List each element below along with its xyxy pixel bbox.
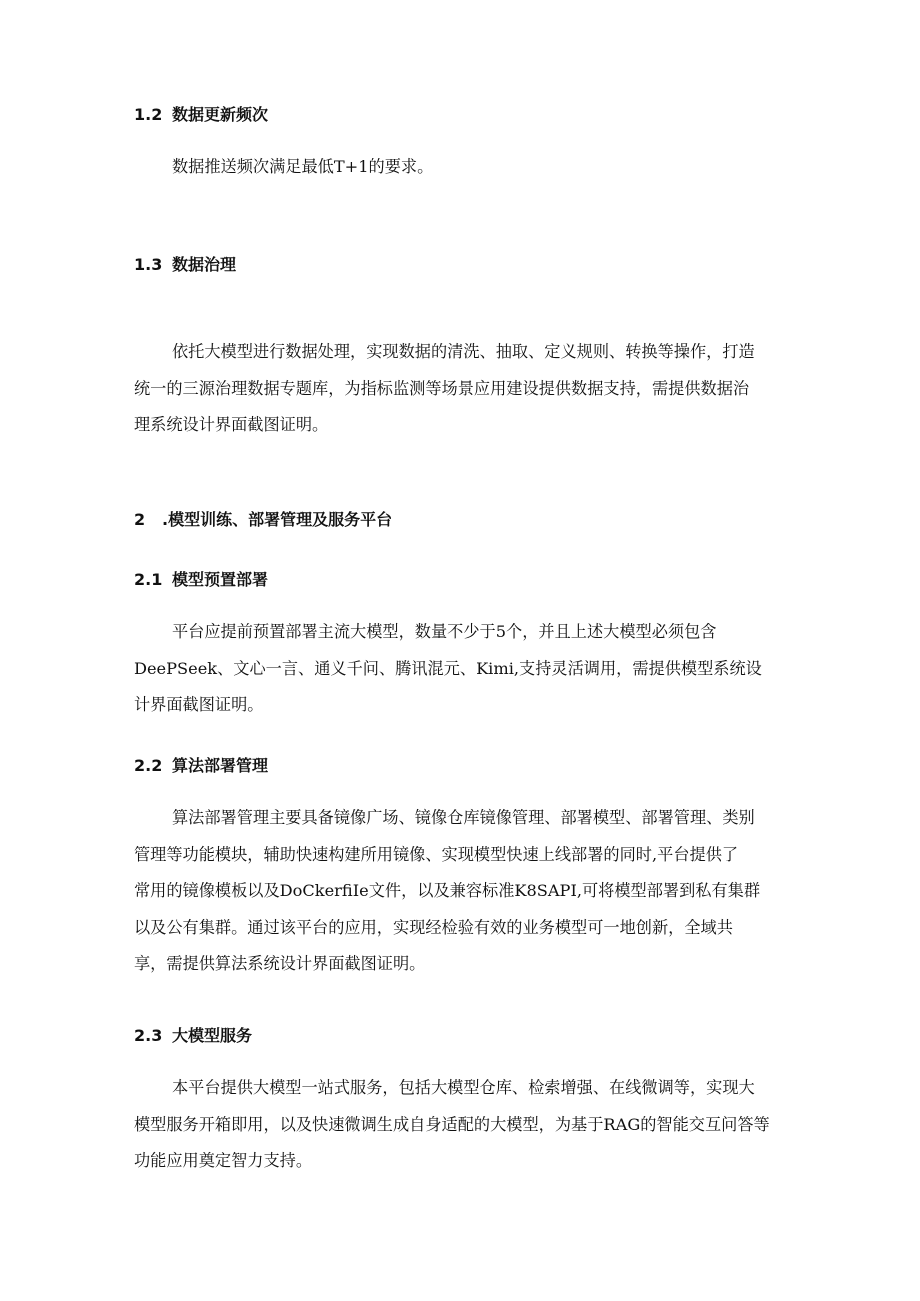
paragraph-line: 功能应用奠定智力支持。 — [134, 1151, 313, 1170]
section-title: 数据更新频次 — [172, 105, 269, 124]
section-heading-2-3 — [134, 1026, 252, 1046]
section-number: 1.2 — [134, 105, 163, 124]
section-title: 模型预置部署 — [172, 570, 269, 589]
section-title: .模型训练、部署管理及服务平台 — [162, 510, 393, 529]
section-number: 2 — [134, 510, 146, 529]
paragraph-line: DeePSeek、文心一言、通义千问、腾讯混元、Kimi,支持灵活调用，需提供模型系统设 — [134, 658, 762, 678]
section-paragraph-2-3 — [134, 1070, 794, 1180]
section-title: 大模型服务 — [172, 1026, 253, 1045]
section-heading-1-2 — [134, 105, 268, 125]
section-heading-2-2 — [134, 756, 268, 776]
section-paragraph-1-3 — [134, 334, 794, 444]
paragraph-line: 常用的镜像模板以及DoCkerfiIe文件，以及兼容标准K8SAPI,可将模型部署到私有集群 — [134, 881, 761, 900]
section-number: 2.1 — [134, 570, 163, 589]
section-number: 2.2 — [134, 756, 163, 775]
section-paragraph-1-2 — [134, 149, 794, 186]
paragraph-line: 计界面截图证明。 — [134, 695, 264, 714]
section-title: 算法部署管理 — [172, 756, 269, 775]
paragraph-line: 依托大模型进行数据处理，实现数据的清洗、抽取、定义规则、转换等操作，打造 — [172, 342, 755, 361]
paragraph-line: 模型服务开箱即用，以及快速微调生成自身适配的大模型，为基于RAG的智能交互问答等 — [134, 1114, 770, 1134]
paragraph-line: 算法部署管理主要具备镜像广场、镜像仓库镜像管理、部署模型、部署管理、类别 — [172, 808, 755, 827]
paragraph-line: 本平台提供大模型一站式服务，包括大模型仓库、检索增强、在线微调等，实现大 — [172, 1078, 755, 1097]
paragraph-line: 享，需提供算法系统设计界面截图证明。 — [134, 954, 426, 973]
paragraph-line: 以及公有集群。通过该平台的应用，实现经检验有效的业务模型可一地创新，全域共 — [134, 917, 733, 937]
paragraph-line: 管理等功能模块，辅助快速构建所用镜像、实现模型快速上线部署的同时,平台提供了 — [134, 844, 739, 864]
section-paragraph-2-2 — [134, 800, 794, 983]
paragraph-line: 理系统设计界面截图证明。 — [134, 415, 329, 434]
paragraph-line: 统一的三源治理数据专题库，为指标监测等场景应用建设提供数据支持，需提供数据治 — [134, 378, 750, 398]
section-heading-1-3 — [134, 255, 236, 275]
section-number: 2.3 — [134, 1026, 163, 1045]
section-heading-2 — [134, 510, 392, 530]
paragraph-line: 数据推送频次满足最低T+1的要求。 — [172, 157, 434, 176]
section-number: 1.3 — [134, 255, 163, 274]
section-heading-2-1 — [134, 570, 268, 590]
paragraph-line: 平台应提前预置部署主流大模型，数量不少于5个，并且上述大模型必须包含 — [172, 622, 717, 641]
section-title: 数据治理 — [172, 255, 237, 274]
section-paragraph-2-1 — [134, 614, 794, 724]
